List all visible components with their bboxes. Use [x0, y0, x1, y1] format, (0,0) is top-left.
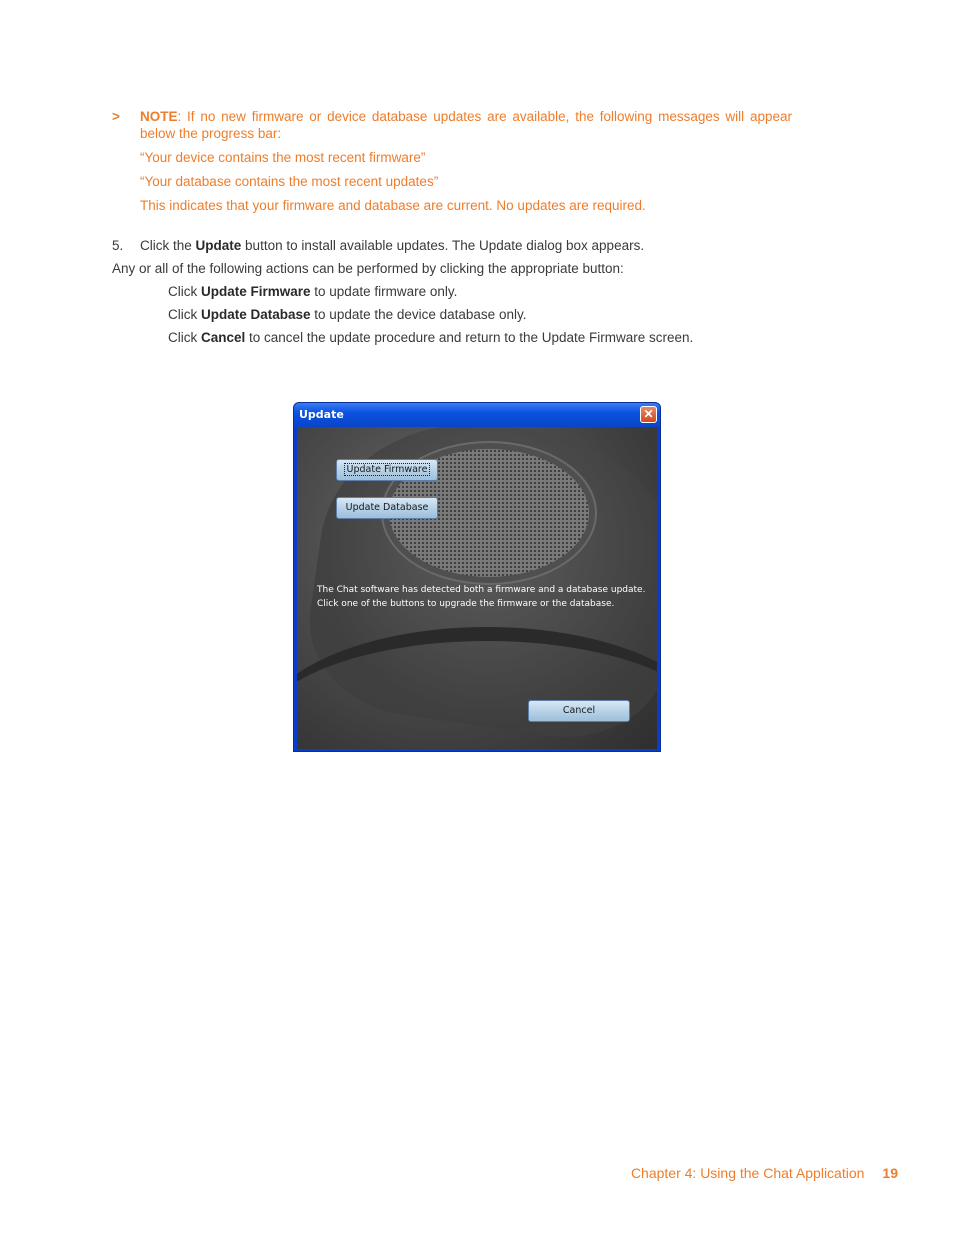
- page-number: 19: [882, 1165, 898, 1181]
- cancel-button[interactable]: Cancel: [528, 700, 630, 722]
- note-arrow-icon: >: [112, 109, 120, 124]
- update-dialog: [293, 402, 661, 752]
- dialog-title: Update: [299, 408, 344, 421]
- dialog-message-line-1: The Chat software has detected both a firmware and a database update.: [317, 585, 646, 595]
- dialog-titlebar[interactable]: [294, 403, 660, 427]
- step-5: [112, 237, 644, 254]
- dialog-client-area: [297, 427, 657, 749]
- bullet-pre: Click: [168, 307, 201, 322]
- footer-chapter: Chapter 4: Using the Chat Application: [630, 1165, 865, 1181]
- dialog-message: [317, 583, 657, 611]
- note-message-database: “Your database contains the most recent updates”: [140, 174, 439, 189]
- bullet-post: to update the device database only.: [310, 307, 527, 322]
- note-block: [112, 108, 792, 214]
- note-paragraph: [112, 108, 792, 142]
- dialog-message-line-2: Click one of the buttons to upgrade the firmware or the database.: [317, 599, 615, 609]
- actions-intro: Any or all of the following actions can be performed by clicking the appropriate button:: [112, 261, 624, 276]
- bullet-bold: Cancel: [201, 330, 246, 345]
- bullet-post: to cancel the update procedure and return to the Update Firmware screen.: [245, 330, 694, 345]
- update-database-button[interactable]: Update Database: [336, 497, 438, 519]
- bullet-update-database: [168, 306, 526, 323]
- note-label: NOTE: [140, 109, 178, 124]
- note-message-current: This indicates that your firmware and database are current. No updates are required.: [140, 198, 646, 213]
- bullet-pre: Click: [168, 330, 201, 345]
- update-firmware-label: Update Firmware: [344, 463, 431, 476]
- note-text: : If no new firmware or device database updates are available, the following messages will appear below the progress bar:: [140, 109, 792, 141]
- bullet-bold: Update Firmware: [201, 284, 311, 299]
- step-bold-update: Update: [195, 238, 242, 253]
- bullet-update-firmware: [168, 283, 457, 300]
- bullet-post: to update firmware only.: [310, 284, 458, 299]
- bullet-bold: Update Database: [201, 307, 311, 322]
- step-text-post: button to install available updates. The Update dialog box appears.: [241, 238, 645, 253]
- note-message-firmware: “Your device contains the most recent firmware”: [140, 150, 426, 165]
- page-footer: [631, 1165, 898, 1181]
- bullet-pre: Click: [168, 284, 201, 299]
- step-number: 5.: [112, 238, 124, 253]
- bullet-cancel: [168, 329, 693, 346]
- update-firmware-button[interactable]: [336, 459, 438, 481]
- step-text-pre: Click the: [140, 238, 196, 253]
- close-icon[interactable]: ✕: [640, 406, 657, 423]
